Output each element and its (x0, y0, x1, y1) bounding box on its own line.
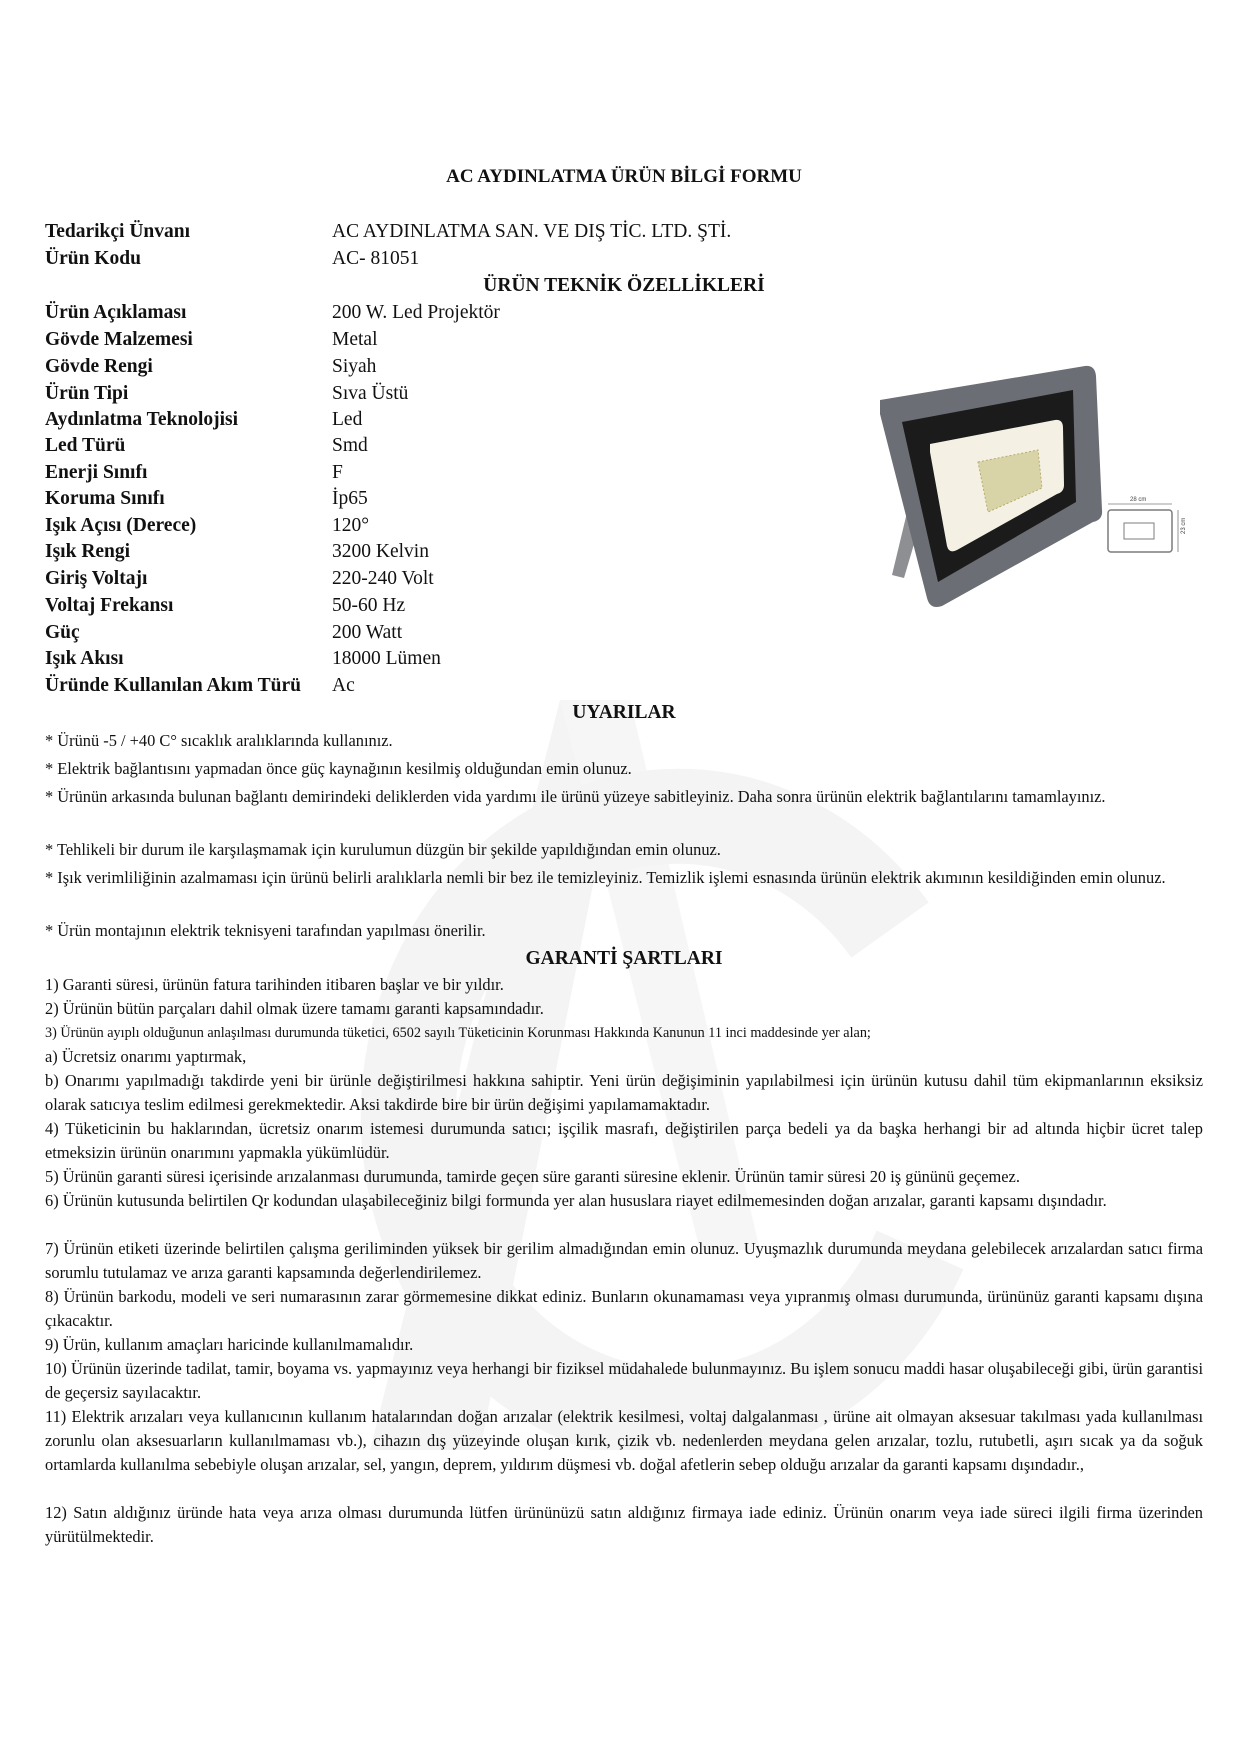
specs-heading: ÜRÜN TEKNİK ÖZELLİKLERİ (483, 275, 765, 296)
spec-key: Ürün Açıklaması (45, 302, 187, 323)
spec-value: Led (332, 409, 363, 430)
warranty-item: 5) Ürünün garanti süresi içerisinde arızalanması durumunda, tamirde geçen süre garanti süresine eklenir. Ürünün tamir süresi 20 iş gününü geçemez. (45, 1167, 1020, 1186)
spec-value: 18000 Lümen (332, 648, 441, 669)
width-label: 28 cm (1130, 497, 1147, 503)
spec-row (45, 672, 1203, 699)
spec-key: Giriş Voltajı (45, 568, 148, 589)
spec-key: Enerji Sınıfı (45, 462, 148, 483)
spec-row (45, 645, 1203, 672)
spec-key: Ürün Tipi (45, 383, 129, 404)
warranty-item: b) Onarımı yapılmadığı takdirde yeni bir ürünle değiştirilmesi hakkına sahiptir. Yeni ürün değişiminin yapılabilmesi için ürünün kutusu dahil tüm ekipmanlarının eksiksiz olarak satıcıya teslim edilmesi gerekmektedir. Aksi takdirde bire bir ürün değişimi yapılamamaktadır. (45, 1071, 1203, 1114)
product-image (880, 360, 1200, 620)
warranty-heading: GARANTİ ŞARTLARI (525, 948, 723, 969)
spec-value: 3200 Kelvin (332, 541, 429, 562)
supplier-row (45, 218, 1203, 245)
spec-value: Smd (332, 435, 368, 456)
warning-item: * Tehlikeli bir durum ile karşılaşmamak için kurulumun düzgün bir şekilde yapıldığından emin olunuz. (45, 840, 721, 859)
warranty-item: 9) Ürün, kullanım amaçları haricinde kullanılmamalıdır. (45, 1335, 414, 1354)
warranty-item: 7) Ürünün etiketi üzerinde belirtilen çalışma geriliminden yüksek bir gerilim almadığından emin olunuz. Uyuşmazlık durumunda meydana gelebilecek arızalardan satıcı firma sorumlu tutulamaz ve arıza garanti kapsamında değerlendirilemez. (45, 1239, 1203, 1282)
warranty-item: 3) Ürünün ayıplı olduğunun anlaşılması durumunda tüketici, 6502 sayılı Tüketicinin Korunması Hakkında Kanunun 11 inci maddesinde yer alan; (45, 1025, 871, 1041)
spec-key: Işık Akısı (45, 648, 124, 669)
spec-value: AC AYDINLATMA SAN. VE DIŞ TİC. LTD. ŞTİ. (332, 221, 732, 242)
warranty-item: 6) Ürünün kutusunda belirtilen Qr kodundan ulaşabileceğiniz bilgi formunda yer alan hususlara riayet edilmemesinden doğan arızalar, garanti kapsamı dışındadır. (45, 1191, 1107, 1210)
spec-key: Işık Rengi (45, 541, 131, 562)
warranty-item: 1) Garanti süresi, ürünün fatura tarihinden itibaren başlar ve bir yıldır. (45, 975, 504, 994)
spec-value: 200 Watt (332, 622, 403, 643)
spec-key: Gövde Malzemesi (45, 329, 193, 350)
spec-row (45, 299, 1203, 326)
spec-key: Tedarikçi Ünvanı (45, 221, 191, 242)
spec-value: 200 W. Led Projektör (332, 302, 500, 323)
spec-value: İp65 (332, 488, 368, 509)
spec-key: Aydınlatma Teknolojisi (45, 409, 239, 430)
warning-item: * Ürünü -5 / +40 C° sıcaklık aralıklarında kullanınız. (45, 731, 393, 750)
spec-value: Siyah (332, 356, 377, 377)
warranty-item: a) Ücretsiz onarımı yaptırmak, (45, 1047, 247, 1066)
spec-value: 50-60 Hz (332, 595, 406, 616)
spec-value: Sıva Üstü (332, 383, 409, 404)
spec-value: Ac (332, 675, 355, 696)
warranty-item: 2) Ürünün bütün parçaları dahil olmak üzere tamamı garanti kapsamındadır. (45, 999, 544, 1018)
warranty-item: 4) Tüketicinin bu haklarından, ücretsiz onarım istemesi durumunda satıcı; işçilik masrafı, değiştirilen parça bedeli ya da başka herhangi bir ad altında hiçbir ücret talep etmeksizin ürünün onarımını yapmakla yükümlüdür. (45, 1119, 1203, 1162)
warning-item: * Ürün montajının elektrik teknisyeni tarafından yapılması önerilir. (45, 921, 486, 940)
spec-key: Voltaj Frekansı (45, 595, 174, 616)
warning-item: * Ürünün arkasında bulunan bağlantı demirindeki deliklerden vida yardımı ile ürünü yüzeye sabitleyiniz. Daha sonra ürünün elektrik bağlantılarını tamamlayınız. (45, 787, 1106, 806)
spec-value: 220-240 Volt (332, 568, 434, 589)
spec-key: Koruma Sınıfı (45, 488, 165, 509)
warranty-item: 8) Ürünün barkodu, modeli ve seri numarasının zarar görmemesine dikkat ediniz. Bunların okunamaması veya yıpranmış olması durumunda, ürününüz garanti kapsamı dışına çıkacaktır. (45, 1287, 1203, 1330)
spec-value: 120° (332, 515, 370, 536)
document-title: AC AYDINLATMA ÜRÜN BİLGİ FORMU (446, 166, 802, 187)
spec-key: Üründe Kullanılan Akım Türü (45, 675, 301, 696)
warnings-heading: UYARILAR (572, 702, 676, 723)
spec-key: Led Türü (45, 435, 126, 456)
spec-row (45, 326, 1203, 353)
warranty-item: 10) Ürünün üzerinde tadilat, tamir, boyama vs. yapmayınız veya herhangi bir fiziksel müdahalede bulunmayınız. Bu işlem sonucu maddi hasar oluşabileceği gibi, ürün garantisi de geçersiz sayılacaktır. (45, 1359, 1203, 1402)
warranty-item: 12) Satın aldığınız üründe hata veya arıza olması durumunda lütfen ürününüzü satın aldığınız firmaya iade ediniz. Ürünün onarım veya iade süreci ilgili firma üzerinden yürütülmektedir. (45, 1503, 1203, 1546)
product-code-row (45, 245, 1203, 272)
spec-key: Ürün Kodu (45, 248, 141, 269)
spec-key: Güç (45, 622, 80, 643)
height-label: 23 cm (1181, 517, 1187, 534)
spec-row (45, 619, 1203, 646)
warning-item: * Elektrik bağlantısını yapmadan önce güç kaynağının kesilmiş olduğundan emin olunuz. (45, 759, 632, 778)
spec-key: Gövde Rengi (45, 356, 153, 377)
spec-value: AC- 81051 (332, 248, 420, 269)
spec-value: Metal (332, 329, 378, 350)
warning-item: * Işık verimliliğinin azalmaması için ürünü belirli aralıklarla nemli bir bez ile temizleyiniz. Temizlik işlemi esnasında ürünün elektrik akımının kesildiğinden emin olunuz. (45, 868, 1166, 887)
warranty-item: 11) Elektrik arızaları veya kullanıcının kullanım hatalarından doğan arızalar (elektrik kesilmesi, voltaj dalgalanması , ürüne ait olmayan aksesuar takılması yada kullanılması zorunlu olan aksesuarların kullanılmaması vb.), cihazın dış yüzeyinde oluşan kırık, çizik vb. nedenlerden meydana gelen arızalar, tozlu, rutubetli, aşırı sıcak ya da soğuk ortamlarda kullanılma sebebiyle oluşan arızalar, sel, yangın, deprem, yıldırım düşmesi vb. doğal afetlerin sebep olduğu arızalar da garanti kapsamı dışındadır., (45, 1407, 1203, 1474)
spec-value: F (332, 462, 343, 483)
spec-key: Işık Açısı (Derece) (45, 515, 197, 536)
